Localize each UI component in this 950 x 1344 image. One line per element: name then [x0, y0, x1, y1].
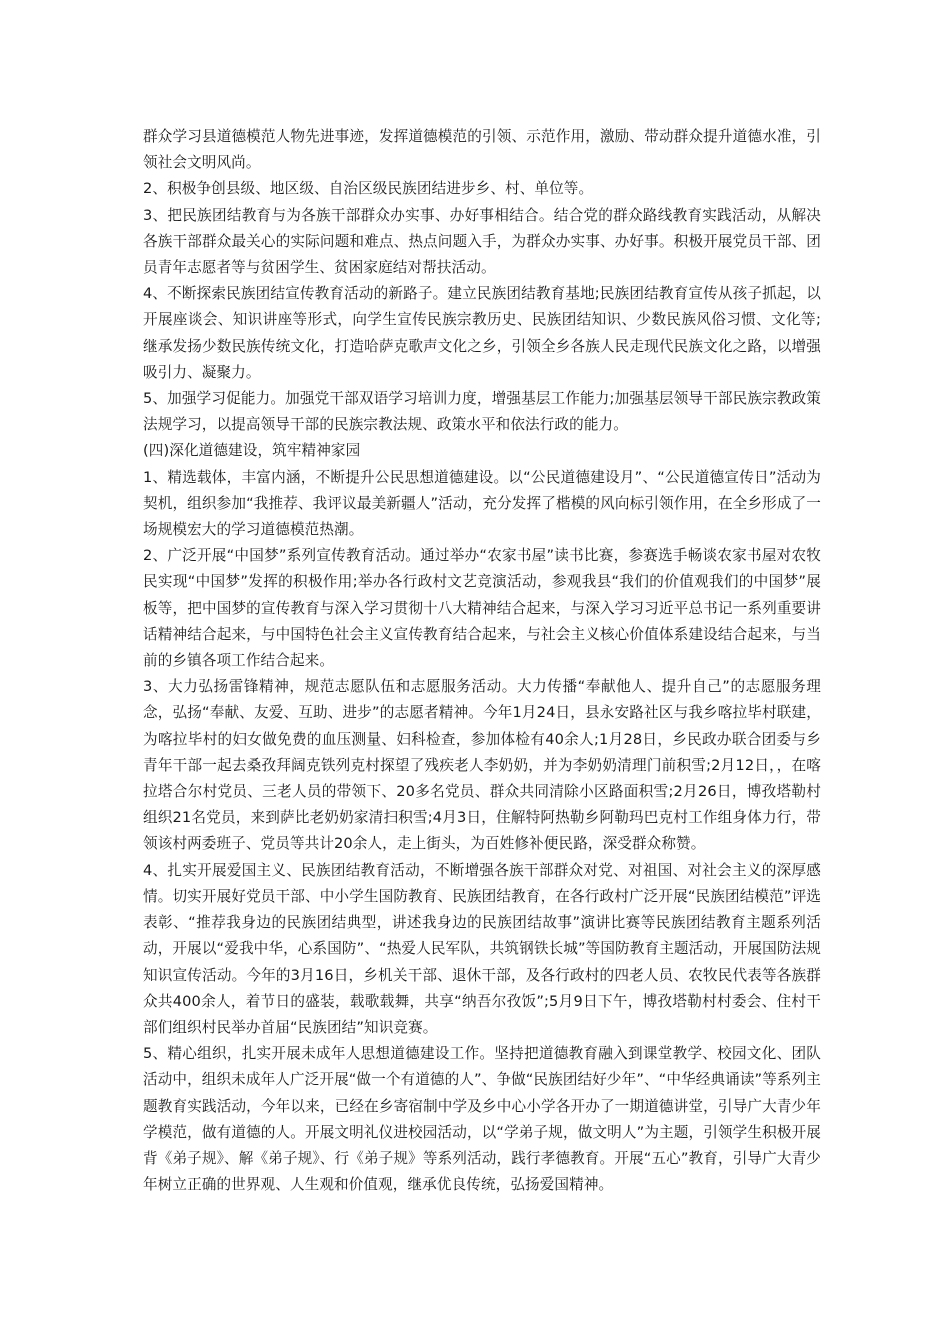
paragraph-section-item-5: 5、精心组织，扎实开展未成年人思想道德建设工作。坚持把道德教育融入到课堂教学、校园文化、团队活动中，组织未成年人广泛开展“做一个有道德的人”、争做“民族团结好少年”、“中华经典诵读”等系列主题教育实践活动，今年以来，已经在乡寄宿制中学及乡中心小学各开办了一期道德讲堂，引导广大青少年学模范，做有道德的人。开展文明礼仪进校园活动，以“学弟子规，做文明人”为主题，引领学生积极开展背《弟子规》、解《弟子规》、行《弟子规》等系列活动，践行孝德教育。开展“五心”教育，引导广大青少年树立正确的世界观、人生观和价值观，继承优良传统，弘扬爱国精神。: [143, 1045, 821, 1194]
paragraph-section-item-3: 3、大力弘扬雷锋精神，规范志愿队伍和志愿服务活动。大力传播“奉献他人、提升自己”的志愿服务理念，弘扬“奉献、友爱、互助、进步”的志愿者精神。今年1月24日，县永安路社区与我乡喀拉毕村联建，为喀拉毕村的妇女做免费的血压测量、妇科检查，参加体检有40余人;1月28日，乡民政办联合团委与乡青年干部一起去桑孜拜阔克铁列克村探望了残疾老人李奶奶，并为李奶奶清理门前积雪;2月12日，，在喀拉塔合尔村党员、三老人员的带领下、20多名党员、群众共同清除小区路面积雪;2月26日，博孜塔勒村组织21名党员，来到萨比老奶奶家清扫积雪;4月3日，住解特阿热勒乡阿勒玛巴克村工作组身体力行，带领该村两委班子、党员等共计20余人，走上街头，为百姓修补便民路，深受群众称赞。: [143, 678, 821, 853]
paragraph-section-item-4: 4、扎实开展爱国主义、民族团结教育活动，不断增强各族干部群众对党、对祖国、对社会主义的深厚感情。切实开展好党员干部、中小学生国防教育、民族团结教育，在各行政村广泛开展“民族团结模范”评选表彰、“推荐我身边的民族团结典型，讲述我身边的民族团结故事”演讲比赛等民族团结教育主题系列活动，开展以“爱我中华，心系国防”、“热爱人民军队，共筑钢铁长城”等国防教育主题活动，开展国防法规知识宣传活动。今年的3月16日，乡机关干部、退休干部，及各行政村的四老人员、农牧民代表等各族群众共400余人，着节日的盛装，载歌载舞，共享“纳吾尔孜饭”;5月9日下午，博孜塔勒村村委会、住村干部们组织村民举办首届“民族团结”知识竞赛。: [143, 861, 821, 1036]
paragraph-item-4: 4、不断探索民族团结宣传教育活动的新路子。建立民族团结教育基地;民族团结教育宣传从孩子抓起，以开展座谈会、知识讲座等形式，向学生宣传民族宗教历史、民族团结知识、少数民族风俗习惯、文化等;继承发扬少数民族传统文化，打造哈萨克歌声文化之乡，引领全乡各族人民走现代民族文化之路，以增强吸引力、凝聚力。: [143, 285, 821, 381]
document-body: [143, 124, 821, 1198]
paragraph-section-item-2: 2、广泛开展“中国梦”系列宣传教育活动。通过举办“农家书屋”读书比赛，参赛选手畅谈农家书屋对农牧民实现“中国梦”发挥的积极作用;举办各行政村文艺竞演活动，参观我县“我们的价值观我们的中国梦”展板等，把中国梦的宣传教育与深入学习贯彻十八大精神结合起来，与深入学习习近平总书记一系列重要讲话精神结合起来，与中国特色社会主义宣传教育结合起来，与社会主义核心价值体系建设结合起来，与当前的乡镇各项工作结合起来。: [143, 547, 821, 670]
paragraph-section-item-1: 1、精选载体，丰富内涵，不断提升公民思想道德建设。以“公民道德建设月”、“公民道德宣传日”活动为契机，组织参加“我推荐、我评议最美新疆人”活动，充分发挥了楷模的风向标引领作用，在全乡形成了一场规模宏大的学习道德模范热潮。: [143, 468, 821, 539]
paragraph-item-3: 3、把民族团结教育与为各族干部群众办实事、办好事相结合。结合党的群众路线教育实践活动，从解决各族干部群众最关心的实际问题和难点、热点问题入手，为群众办实事、办好事。积极开展党员干部、团员青年志愿者等与贫困学生、贫困家庭结对帮扶活动。: [143, 206, 821, 277]
section-heading: (四)深化道德建设，筑牢精神家园: [143, 442, 361, 460]
paragraph-item-5: 5、加强学习促能力。加强党干部双语学习培训力度，增强基层工作能力;加强基层领导干部民族宗教政策法规学习，以提高领导干部的民族宗教法规、政策水平和依法行政的能力。: [143, 390, 821, 434]
paragraph-item-2: 2、积极争创县级、地区级、自治区级民族团结进步乡、村、单位等。: [143, 180, 594, 198]
paragraph-intro-continuation: 群众学习县道德模范人物先进事迹，发挥道德模范的引领、示范作用，激励、带动群众提升道德水准，引领社会文明风尚。: [143, 128, 821, 172]
